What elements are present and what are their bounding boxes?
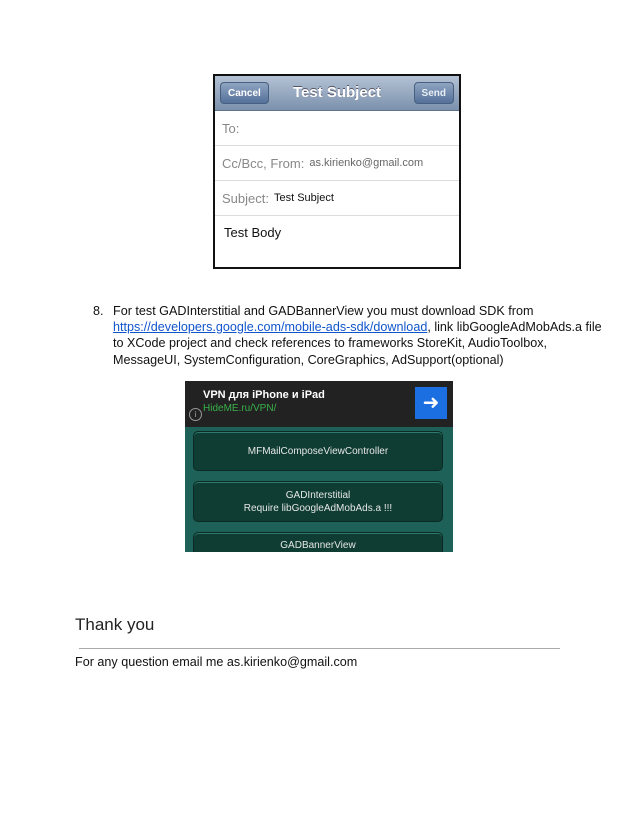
mail-compose-button-label: MFMailComposeViewController [247,445,389,457]
to-field[interactable] [215,111,459,146]
demo-app-screenshot [185,381,453,552]
subject-field[interactable] [215,181,459,216]
divider [79,648,560,649]
contact-text: For any question email me as.kirienko@gmail.com [75,655,358,669]
step-text-rest: , link libGoogleAdMobAds.a file to XCode project and check references to frameworks StoreKit, AudioToolbox, MessageUI, SystemConfiguration, CoreGraphics, AdSupport(optional) [113,320,602,367]
interstitial-button-label: GADInterstitial [285,489,351,501]
mail-compose-button[interactable] [193,431,443,471]
mail-compose-screenshot [213,74,461,269]
ad-url: HideME.ru/VPN/ [203,403,277,414]
send-button[interactable]: Send [414,82,454,104]
banner-view-button-label: GADBannerView [280,540,356,551]
interstitial-button-sublabel: Require libGoogleAdMobAds.a !!! [243,502,393,514]
step-text [113,303,613,368]
subject-value: Test Subject [273,192,334,204]
sdk-download-link[interactable]: https://developers.google.com/mobile-ads-sdk/download [113,320,428,335]
mail-title: Test Subject [292,84,382,101]
step-text-intro: For test GADInterstitial and GADBannerView you must download SDK from [113,304,534,318]
step-number: 8. [93,304,104,318]
banner-view-button[interactable] [193,532,443,552]
from-value: as.kirienko@gmail.com [309,157,424,169]
mail-body[interactable]: Test Body [224,225,282,240]
ad-banner[interactable] [185,381,453,427]
thank-you-heading: Thank you [75,615,155,634]
info-icon[interactable]: i [189,408,202,421]
mail-nav-bar [215,76,459,111]
ccbcc-from-field[interactable] [215,146,459,181]
arrow-right-icon[interactable]: ➜ [415,387,447,419]
step-8-paragraph [93,303,613,368]
cancel-button[interactable]: Cancel [220,82,269,104]
ad-title: VPN для iPhone и iPad [203,389,325,401]
interstitial-button[interactable] [193,481,443,522]
to-label: To: [222,120,240,136]
subject-label: Subject: [222,190,269,206]
ccbcc-label: Cc/Bcc, From: [222,155,305,171]
